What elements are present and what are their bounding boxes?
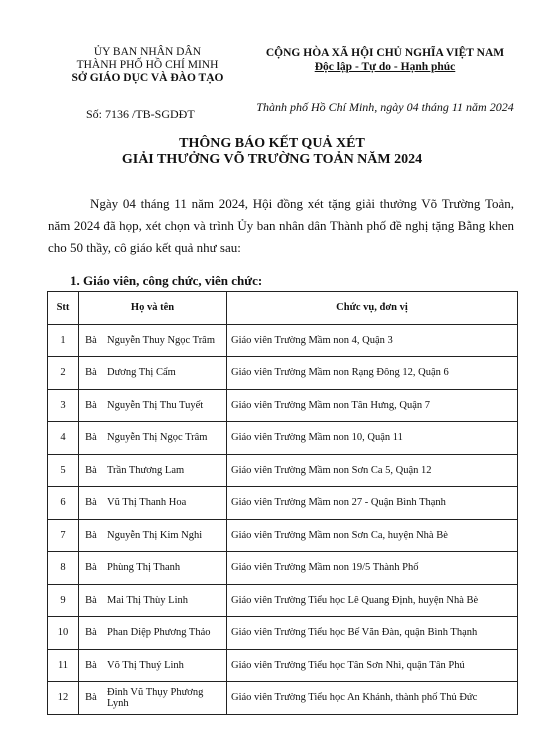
table-row — [48, 422, 518, 455]
row-position: Giáo viên Trường Tiểu học Tân Sơn Nhì, quận Tân Phú — [227, 649, 518, 682]
row-name: Mai Thị Thùy Linh — [103, 584, 227, 617]
header-name: Họ và tên — [79, 292, 227, 325]
table-row — [48, 617, 518, 650]
row-name: Trần Thương Lam — [103, 454, 227, 487]
row-stt: 8 — [48, 552, 79, 585]
row-position: Giáo viên Trường Tiểu học An Khánh, thành phố Thủ Đức — [227, 682, 518, 715]
document-title — [0, 136, 544, 168]
document-number: Số: 7136 /TB-SGDĐT — [86, 107, 195, 121]
national-header — [250, 46, 520, 74]
table-row — [48, 682, 518, 715]
national-title: CỘNG HÒA XÃ HỘI CHỦ NGHĨA VIỆT NAM — [265, 47, 505, 59]
row-name: Phan Diệp Phương Thảo — [103, 617, 227, 650]
row-honorific: Bà — [79, 617, 104, 650]
row-honorific: Bà — [79, 519, 104, 552]
row-position: Giáo viên Trường Mầm non Sơn Ca, huyện Nhà Bè — [227, 519, 518, 552]
row-honorific: Bà — [79, 324, 104, 357]
row-position: Giáo viên Trường Mầm non 10, Quận 11 — [227, 422, 518, 455]
issuer-line-2: THÀNH PHỐ HỒ CHÍ MINH — [76, 59, 219, 71]
table-row — [48, 519, 518, 552]
row-honorific: Bà — [79, 422, 104, 455]
national-motto: Độc lập - Tự do - Hạnh phúc — [314, 61, 456, 73]
row-stt: 2 — [48, 357, 79, 390]
row-name: Nguyễn Thị Kim Nghi — [103, 519, 227, 552]
intro-paragraph: Ngày 04 tháng 11 năm 2024, Hội đồng xét tặng giải thưởng Võ Trường Toản, năm 2024 đã họp, xét chọn và trình Ủy ban nhân dân Thành phố đề nghị tặng Bằng khen cho 50 thầy, cô giáo kết quả như sau: — [48, 196, 514, 255]
row-stt: 4 — [48, 422, 79, 455]
row-position: Giáo viên Trường Mầm non 4, Quận 3 — [227, 324, 518, 357]
row-honorific: Bà — [79, 454, 104, 487]
row-name: Dương Thị Cẩm — [103, 357, 227, 390]
row-stt: 3 — [48, 389, 79, 422]
row-honorific: Bà — [79, 357, 104, 390]
issuer-header — [55, 46, 240, 85]
table-row — [48, 552, 518, 585]
row-name: Đinh Vũ Thụy Phương Lynh — [103, 682, 227, 715]
table-row — [48, 389, 518, 422]
row-stt: 11 — [48, 649, 79, 682]
row-stt: 12 — [48, 682, 79, 715]
row-name: Nguyễn Thuy Ngọc Trâm — [103, 324, 227, 357]
table-header-row — [48, 292, 518, 325]
awardee-table — [47, 291, 518, 715]
row-name: Vũ Thị Thanh Hoa — [103, 487, 227, 520]
header-stt: Stt — [48, 292, 79, 325]
row-position: Giáo viên Trường Mầm non Rạng Đông 12, Quận 6 — [227, 357, 518, 390]
row-position: Giáo viên Trường Mầm non Tân Hưng, Quận 7 — [227, 389, 518, 422]
issuer-line-3: SỞ GIÁO DỤC VÀ ĐÀO TẠO — [71, 72, 224, 84]
row-honorific: Bà — [79, 552, 104, 585]
row-honorific: Bà — [79, 584, 104, 617]
table-row — [48, 357, 518, 390]
row-name: Nguyễn Thị Thu Tuyết — [103, 389, 227, 422]
table-row — [48, 649, 518, 682]
title-line-2: GIẢI THƯỞNG VÕ TRƯỜNG TOẢN NĂM 2024 — [121, 152, 423, 167]
header-position: Chức vụ, đơn vị — [227, 292, 518, 325]
row-name: Nguyễn Thị Ngọc Trâm — [103, 422, 227, 455]
table-body — [48, 324, 518, 714]
table-row — [48, 454, 518, 487]
row-position: Giáo viên Trường Tiểu học Lê Quang Định, huyện Nhà Bè — [227, 584, 518, 617]
row-honorific: Bà — [79, 389, 104, 422]
row-position: Giáo viên Trường Mầm non 27 - Quận Bình Thạnh — [227, 487, 518, 520]
row-honorific: Bà — [79, 487, 104, 520]
table-row — [48, 487, 518, 520]
table-row — [48, 584, 518, 617]
table-row — [48, 324, 518, 357]
issuer-line-1: ỦY BAN NHÂN DÂN — [93, 46, 202, 58]
document-date: Thành phố Hồ Chí Minh, ngày 04 tháng 11 năm 2024 — [256, 100, 514, 114]
row-stt: 7 — [48, 519, 79, 552]
row-stt: 10 — [48, 617, 79, 650]
row-stt: 6 — [48, 487, 79, 520]
row-name: Võ Thị Thuý Linh — [103, 649, 227, 682]
row-stt: 1 — [48, 324, 79, 357]
row-position: Giáo viên Trường Mầm non 19/5 Thành Phố — [227, 552, 518, 585]
title-line-1: THÔNG BÁO KẾT QUẢ XÉT — [179, 136, 365, 151]
row-honorific: Bà — [79, 682, 104, 715]
section-heading: 1. Giáo viên, công chức, viên chức: — [70, 273, 263, 288]
row-honorific: Bà — [79, 649, 104, 682]
row-name: Phùng Thị Thanh — [103, 552, 227, 585]
row-position: Giáo viên Trường Mầm non Sơn Ca 5, Quận 12 — [227, 454, 518, 487]
row-stt: 9 — [48, 584, 79, 617]
row-stt: 5 — [48, 454, 79, 487]
row-position: Giáo viên Trường Tiểu học Bế Văn Đàn, quận Bình Thạnh — [227, 617, 518, 650]
